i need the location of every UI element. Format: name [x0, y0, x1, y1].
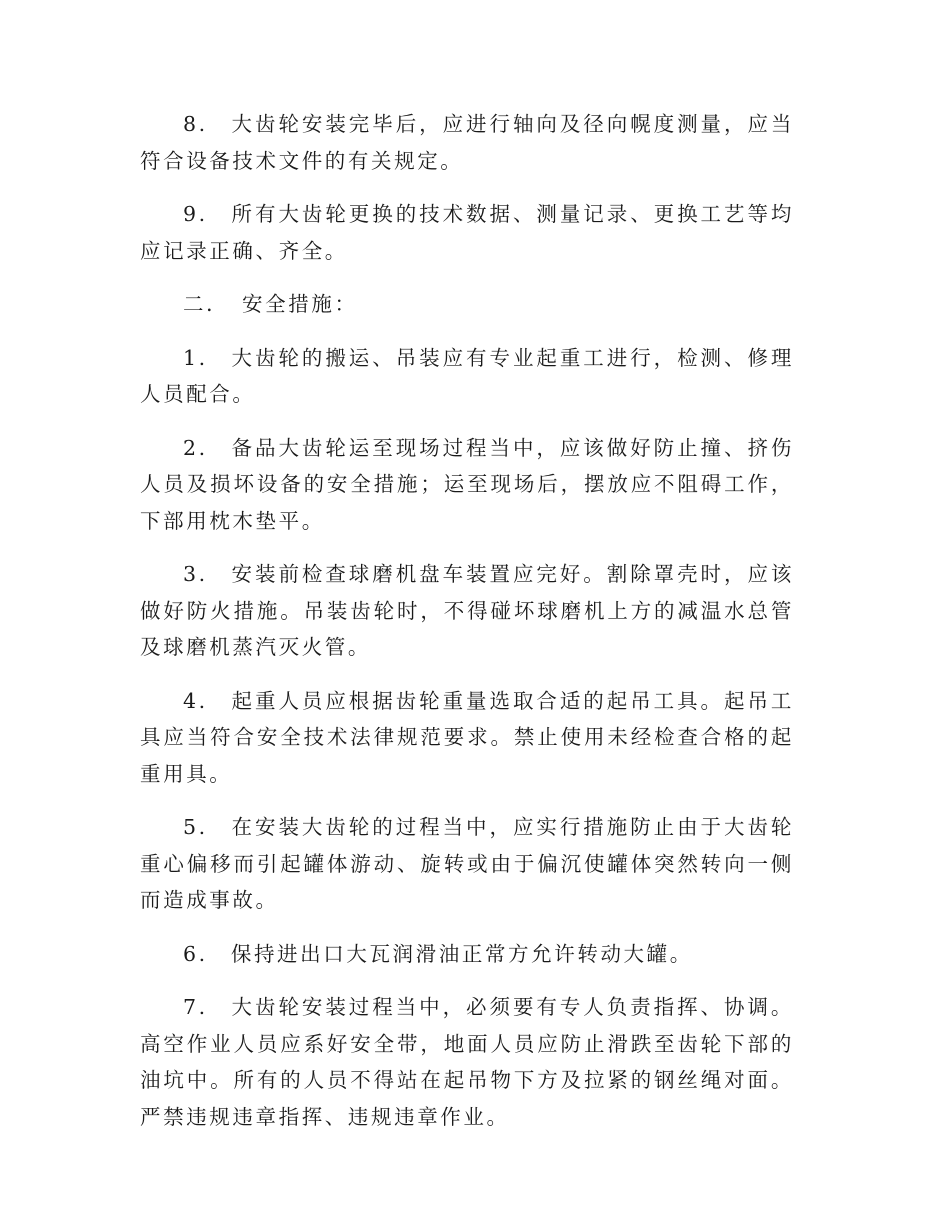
paragraph-safety-4: 4. 起重人员应根据齿轮重量选取合适的起吊工具。起吊工具应当符合安全技术法律规范要求。禁止使用未经检查合格的起重用具。 — [140, 688, 794, 786]
paragraph-safety-6: 6. 保持进出口大瓦润滑油正常方允许转动大罐。 — [183, 941, 693, 966]
paragraph-safety-1: 1. 大齿轮的搬运、吊装应有专业起重工进行，检测、修理人员配合。 — [140, 345, 794, 406]
paragraph-item-8: 8. 大齿轮安装完毕后，应进行轴向及径向幌度测量，应当符合设备技术文件的有关规定。 — [140, 112, 794, 173]
paragraph-safety-2: 2. 备品大齿轮运至现场过程当中，应该做好防止撞、挤伤人员及损坏设备的安全措施；运至现场后，摆放应不阻碍工作，下部用枕木垫平。 — [140, 435, 794, 533]
section-heading-safety-measures: 二． 安全措施： — [183, 292, 358, 316]
paragraph-safety-3: 3. 安装前检查球磨机盘车装置应完好。割除罩壳时，应该做好防火措施。吊装齿轮时，不得碰坏球磨机上方的减温水总管及球磨机蒸汽灭火管。 — [140, 562, 794, 659]
document-body — [140, 106, 794, 1152]
paragraph-item-9: 9. 所有大齿轮更换的技术数据、测量记录、更换工艺等均应记录正确、齐全。 — [140, 202, 794, 263]
paragraph-safety-5: 5. 在安装大齿轮的过程当中，应实行措施防止由于大齿轮重心偏移而引起罐体游动、旋转或由于偏沉使罐体突然转向一侧而造成事故。 — [140, 815, 794, 912]
paragraph-safety-7: 7. 大齿轮安装过程当中，必须要有专人负责指挥、协调。高空作业人员应系好安全带，地面人员应防止滑跌至齿轮下部的油坑中。所有的人员不得站在起吊物下方及拉紧的钢丝绳对面。严禁违规违章指挥、违规违章作业。 — [140, 995, 794, 1129]
